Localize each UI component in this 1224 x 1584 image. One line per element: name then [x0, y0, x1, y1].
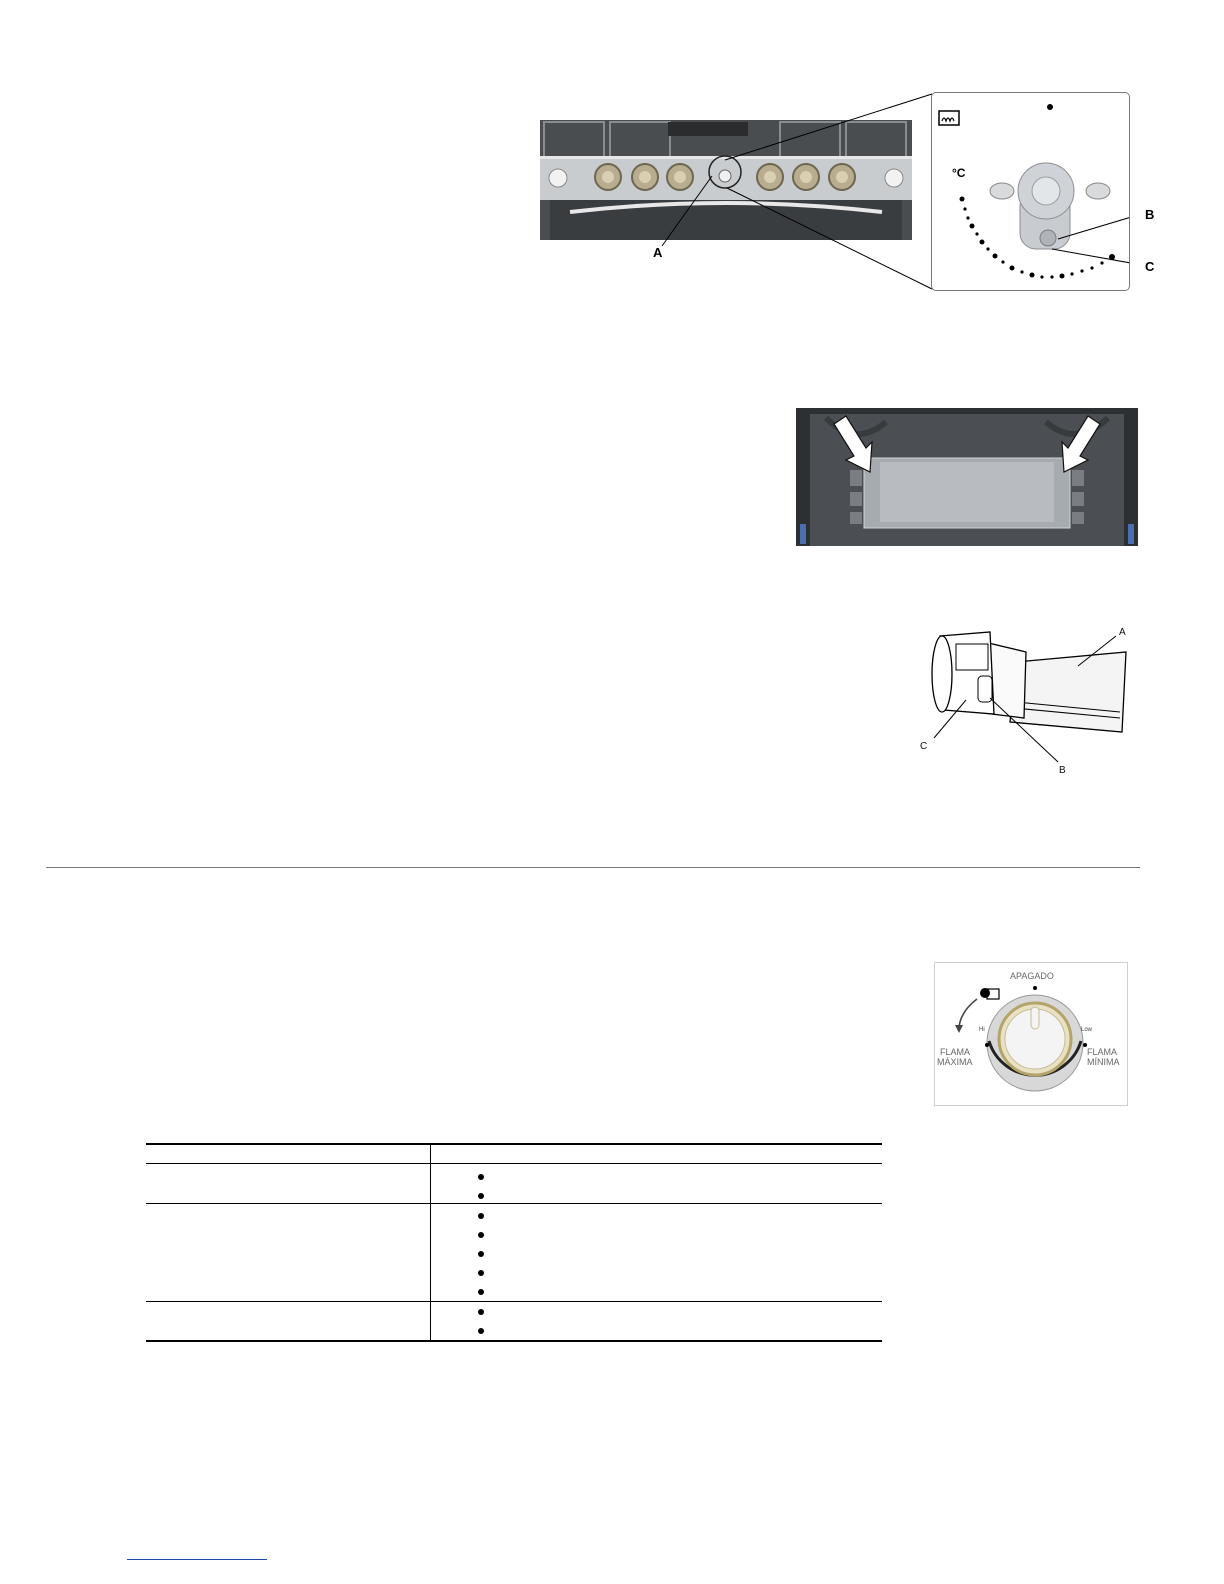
list-item-bullet — [478, 1232, 484, 1238]
dial-zoom-panel — [931, 92, 1130, 291]
burner-knob-figure — [934, 962, 1128, 1106]
callout-a-hose: A — [1119, 627, 1126, 638]
dial-zoom-illustration — [932, 93, 1129, 290]
list-item-bullet — [478, 1251, 484, 1257]
hose-connector-figure — [906, 622, 1136, 782]
table-top-rule — [146, 1143, 882, 1145]
troubleshooting-table — [146, 1143, 882, 1343]
table-column-divider — [430, 1143, 431, 1341]
footer-link[interactable] — [127, 1559, 267, 1560]
knob-max-label-line1: FLAMA — [940, 1047, 971, 1057]
knob-low-label: Low — [1081, 1027, 1093, 1033]
list-item-bullet — [478, 1193, 484, 1199]
list-item-bullet — [478, 1328, 484, 1334]
list-item-bullet — [478, 1309, 484, 1315]
table-row-rule — [146, 1301, 882, 1302]
knob-min-label-line2: MÍNIMA — [1087, 1057, 1120, 1067]
list-item-bullet — [478, 1289, 484, 1295]
knob-hi-label: Hi — [979, 1027, 985, 1033]
callout-a-panel: A — [653, 245, 663, 260]
section-divider — [46, 867, 1140, 868]
callout-c-hose: C — [920, 741, 928, 752]
list-item-bullet — [478, 1174, 484, 1180]
dial-unit-label: °C — [952, 166, 966, 180]
knob-off-label: APAGADO — [1010, 971, 1054, 981]
callout-c-dial: C — [1145, 259, 1155, 274]
oven-interior-figure — [796, 408, 1138, 546]
list-item-bullet — [478, 1213, 484, 1219]
callout-b-hose: B — [1059, 765, 1066, 776]
table-row-rule — [146, 1203, 882, 1204]
knob-max-label-line2: MÁXIMA — [937, 1057, 973, 1067]
hose-connector-illustration — [906, 622, 1136, 782]
burner-knob-illustration — [935, 963, 1127, 1105]
callout-b-dial: B — [1145, 207, 1155, 222]
list-item-bullet — [478, 1270, 484, 1276]
knob-min-label-line1: FLAMA — [1087, 1047, 1118, 1057]
table-bottom-rule — [146, 1340, 882, 1342]
table-row-rule — [146, 1163, 882, 1164]
oven-interior-illustration — [796, 408, 1138, 546]
